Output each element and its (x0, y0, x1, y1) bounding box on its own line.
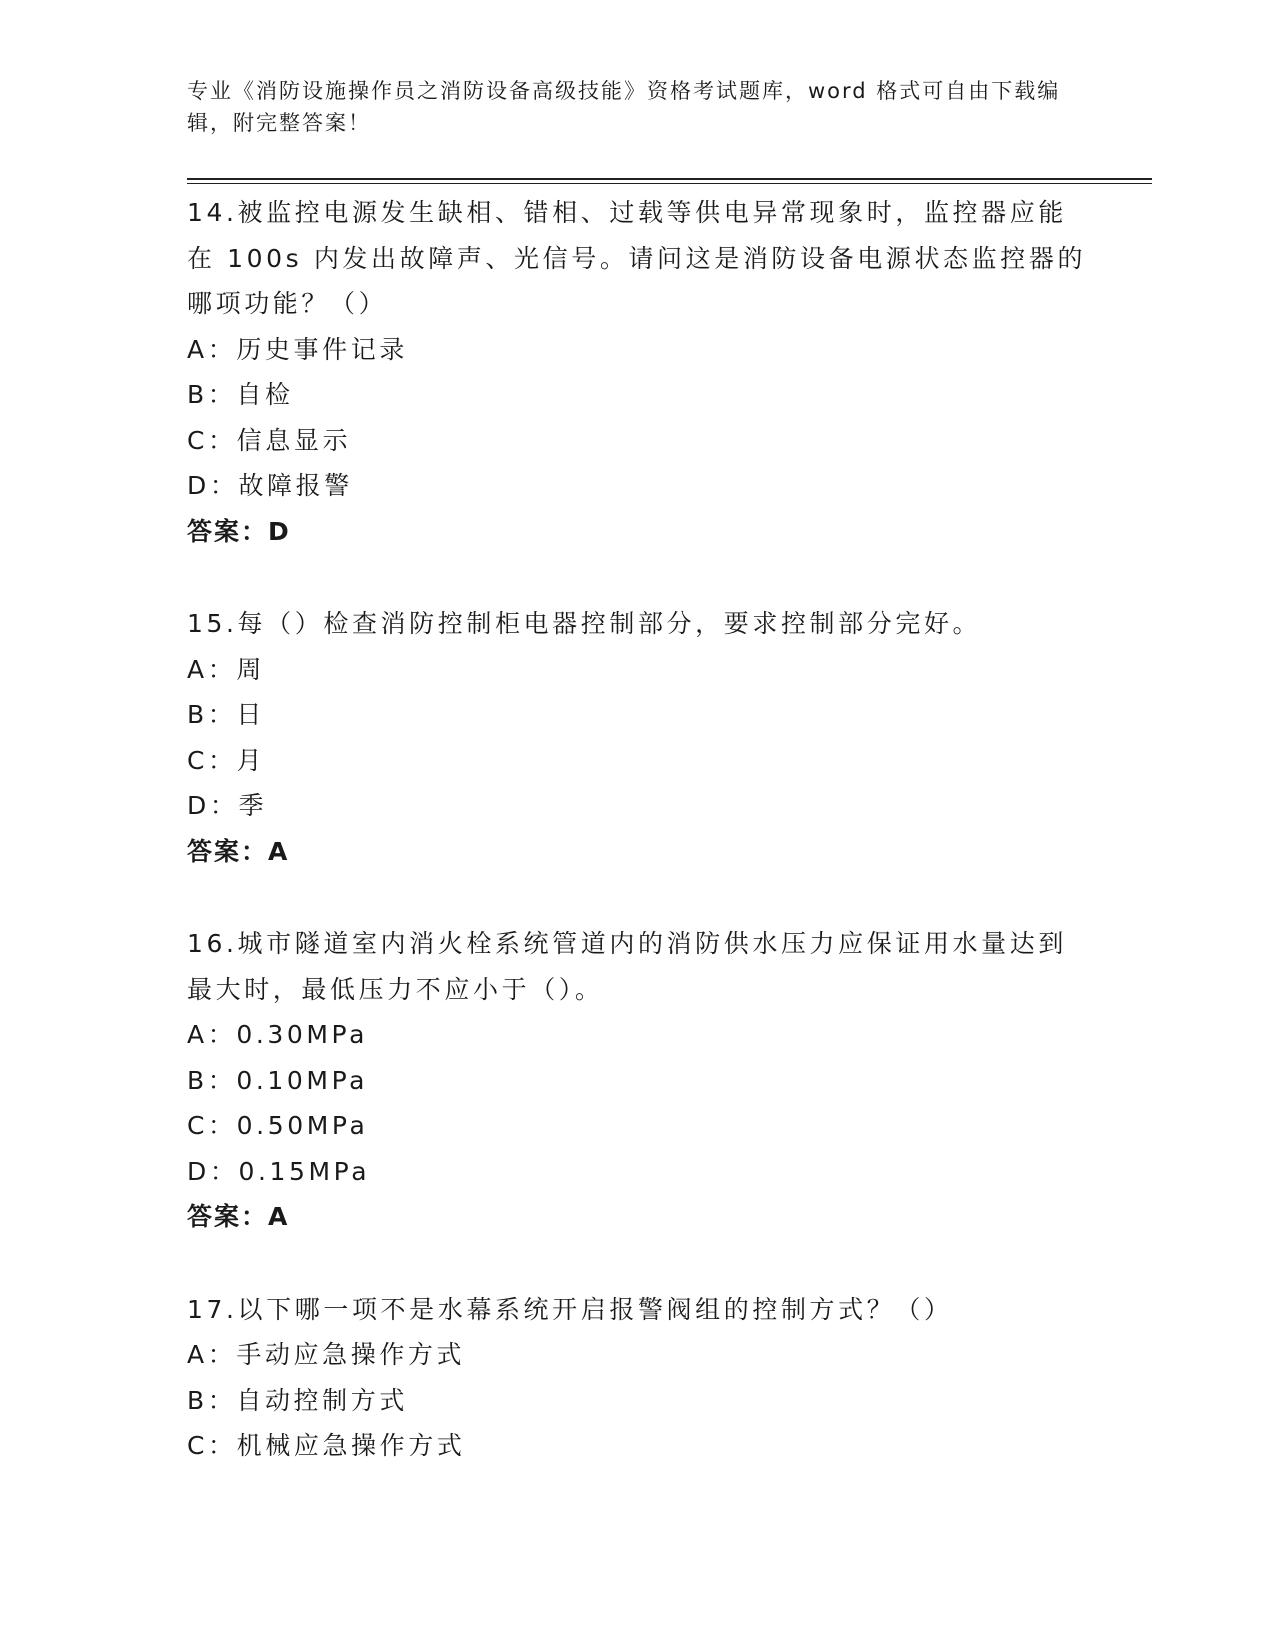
option-a (187, 647, 1087, 693)
option-text: 手动应急操作方式 (236, 1340, 466, 1369)
option-text: 信息显示 (236, 425, 352, 455)
option-letter: D： (187, 1156, 239, 1186)
option-text: 故障报警 (238, 471, 353, 500)
option-text: 自检 (236, 380, 294, 409)
question-16 (187, 921, 1087, 1240)
option-letter: D： (187, 471, 239, 500)
option-c (187, 1103, 1087, 1149)
option-b (187, 1058, 1087, 1104)
answer-line: 答案：D (187, 516, 291, 546)
option-c (187, 1423, 1087, 1469)
option-text: 历史事件记录 (236, 334, 408, 364)
option-text: 0.50MPa (236, 1111, 369, 1140)
option-c (187, 418, 1087, 464)
header-divider-thick (187, 178, 1152, 180)
option-letter: A： (187, 334, 237, 364)
option-a (187, 1332, 1087, 1378)
option-a (187, 327, 1087, 373)
option-b (187, 1378, 1087, 1424)
option-letter: B： (187, 700, 237, 729)
option-d (187, 463, 1087, 509)
option-letter: C： (187, 425, 237, 455)
option-text: 机械应急操作方式 (236, 1431, 466, 1460)
option-letter: A： (187, 1020, 237, 1049)
question-stem: 14.被监控电源发生缺相、错相、过载等供电异常现象时，监控器应能在 100s 内发出故障声、光信号。请问这是消防设备电源状态监控器的哪项功能？（） (187, 198, 1087, 318)
option-b (187, 372, 1087, 418)
answer-line: 答案：A (187, 836, 290, 866)
option-text: 月 (236, 745, 266, 775)
question-17 (187, 1287, 1087, 1469)
option-letter: A： (187, 654, 237, 684)
option-letter: B： (187, 1065, 237, 1095)
option-text: 0.15MPa (238, 1156, 371, 1186)
option-text: 日 (236, 700, 265, 729)
option-letter: A： (187, 1340, 237, 1369)
document-header: 专业《消防设施操作员之消防设备高级技能》资格考试题库，word 格式可自由下载编辑，附完整答案！ (187, 79, 1061, 135)
option-b (187, 692, 1087, 738)
option-letter: D： (187, 791, 239, 820)
option-text: 自动控制方式 (236, 1385, 408, 1415)
option-d (187, 1149, 1087, 1195)
question-15 (187, 601, 1087, 874)
option-d (187, 783, 1087, 829)
header-divider-thin (187, 183, 1152, 184)
question-stem: 15.每（）检查消防控制柜电器控制部分，要求控制部分完好。 (187, 609, 982, 638)
option-text: 季 (238, 791, 268, 820)
option-letter: C： (187, 745, 237, 775)
option-text: 周 (236, 654, 265, 684)
answer-line: 答案：A (187, 1202, 290, 1231)
option-letter: C： (187, 1111, 237, 1140)
question-stem: 17.以下哪一项不是水幕系统开启报警阀组的控制方式？（） (187, 1294, 953, 1324)
question-list (187, 190, 1087, 1516)
question-stem: 16.城市隧道室内消火栓系统管道内的消防供水压力应保证用水量达到最大时，最低压力不应小于（）。 (187, 929, 1067, 1004)
option-text: 0.30MPa (236, 1020, 369, 1049)
question-14 (187, 190, 1087, 554)
option-a (187, 1012, 1087, 1058)
option-letter: C： (187, 1431, 237, 1460)
option-letter: B： (187, 1385, 237, 1415)
option-letter: B： (187, 380, 237, 409)
option-c (187, 738, 1087, 784)
option-text: 0.10MPa (236, 1065, 369, 1095)
